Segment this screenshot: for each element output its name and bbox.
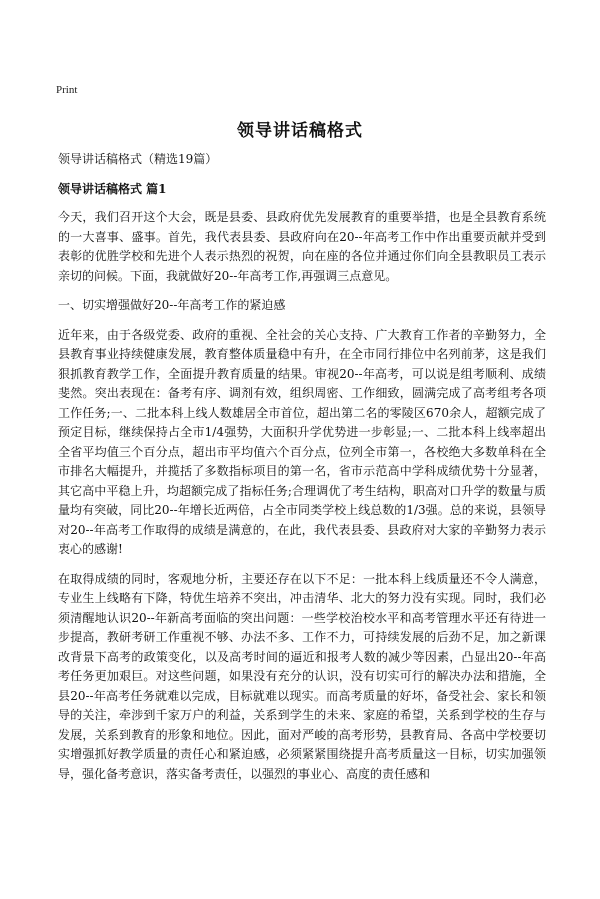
page-title: 领导讲话稿格式: [237, 121, 363, 141]
paragraph-intro: 今天，我们召开这个大会，既是县委、县政府优先发展教育的重要举措，也是全县教育系统的一大喜事、盛事。首先，我代表县委、县政府向在20--年高考工作中作出重要贡献并受到表彰的优胜学校和先进个人表示热烈的祝贺，向在座的各位并通过你们向全县教职员工表示亲切的问候。下面，我就做好20--年高考工作,再强调三点意见。: [58, 210, 546, 283]
document-subtitle: 领导讲话稿格式（精选19篇）: [58, 152, 218, 166]
document-body: [58, 150, 546, 794]
print-label: Print: [56, 84, 78, 96]
paragraph-achievements: 近年来，由于各级党委、政府的重视、全社会的关心支持、广大教育工作者的辛勤努力，全县教育事业持续健康发展，教育整体质量稳中有升，在全市同行排位中名列前茅，这是我们狠抓教育教学工作，全面提升教育质量的结果。审视20--年高考，可以说是组考顺利、成绩斐然。突出表现在：备考有序、调剂有效，组织周密、工作细致，圆满完成了高考组考各项工作任务;一、二批本科上线人数雄居全市首位，超出第二名的零陵区670余人，超额完成了预定目标，继续保持占全市1/4强势，大面积升学优势进一步彰显;一、二批本科上线率超出全省平均值三个百分点，超出市平均值六个百分点，位列全市第一，各校绝大多数单科在全市排名大幅提升，并揽括了多数指标项目的第一名，省市示范高中学科成绩优势十分显著，其它高中平稳上升，均超额完成了指标任务;合理调优了考生结构，职高对口升学的数量与质量均有突破，同比20--年增长近两倍，占全市同类学校上线总数的1/3强。总的来说，县领导对20--年高考工作取得的成绩是满意的，在此，我代表县委、县政府对大家的辛勤努力表示衷心的感谢!: [58, 327, 546, 556]
paragraph-point-one-heading: 一、切实增强做好20--年高考工作的紧迫感: [58, 298, 286, 312]
paragraph-shortcomings: 在取得成绩的同时，客观地分析，主要还存在以下不足：一批本科上线质量还不令人满意，专业生上线略有下降，特优生培养不突出，冲击清华、北大的努力没有实现。同时，我们必须清醒地认识20--年新高考面临的突出问题：一些学校治校水平和高考管理水平还有待进一步提高，教研考研工作重视不够、办法不多、工作不力，可持续发展的后劲不足，加之新课改背景下高考的政策变化，以及高考时间的逼近和报考人数的减少等因素，凸显出20--年高考任务更加艰巨。对这些问题，如果没有充分的认识，没有切实可行的解决办法和措施，全县20--年高考任务就难以完成，目标就难以现实。而高考质量的好坏，备受社会、家长和领导的关注，牵涉到千家万户的利益，关系到学生的未来、家庭的希望，关系到学校的生存与发展，关系到教育的形象和地位。因此，面对严峻的高考形势，县教育局、各高中学校要切实增强抓好教学质量的责任心和紧迫感，必须紧紧围绕提升高考质量这一目标，切实加强领导，强化备考意识，落实备考责任，以强烈的事业心、高度的责任感和: [58, 571, 546, 781]
section-heading: 领导讲话稿格式 篇1: [58, 182, 167, 196]
